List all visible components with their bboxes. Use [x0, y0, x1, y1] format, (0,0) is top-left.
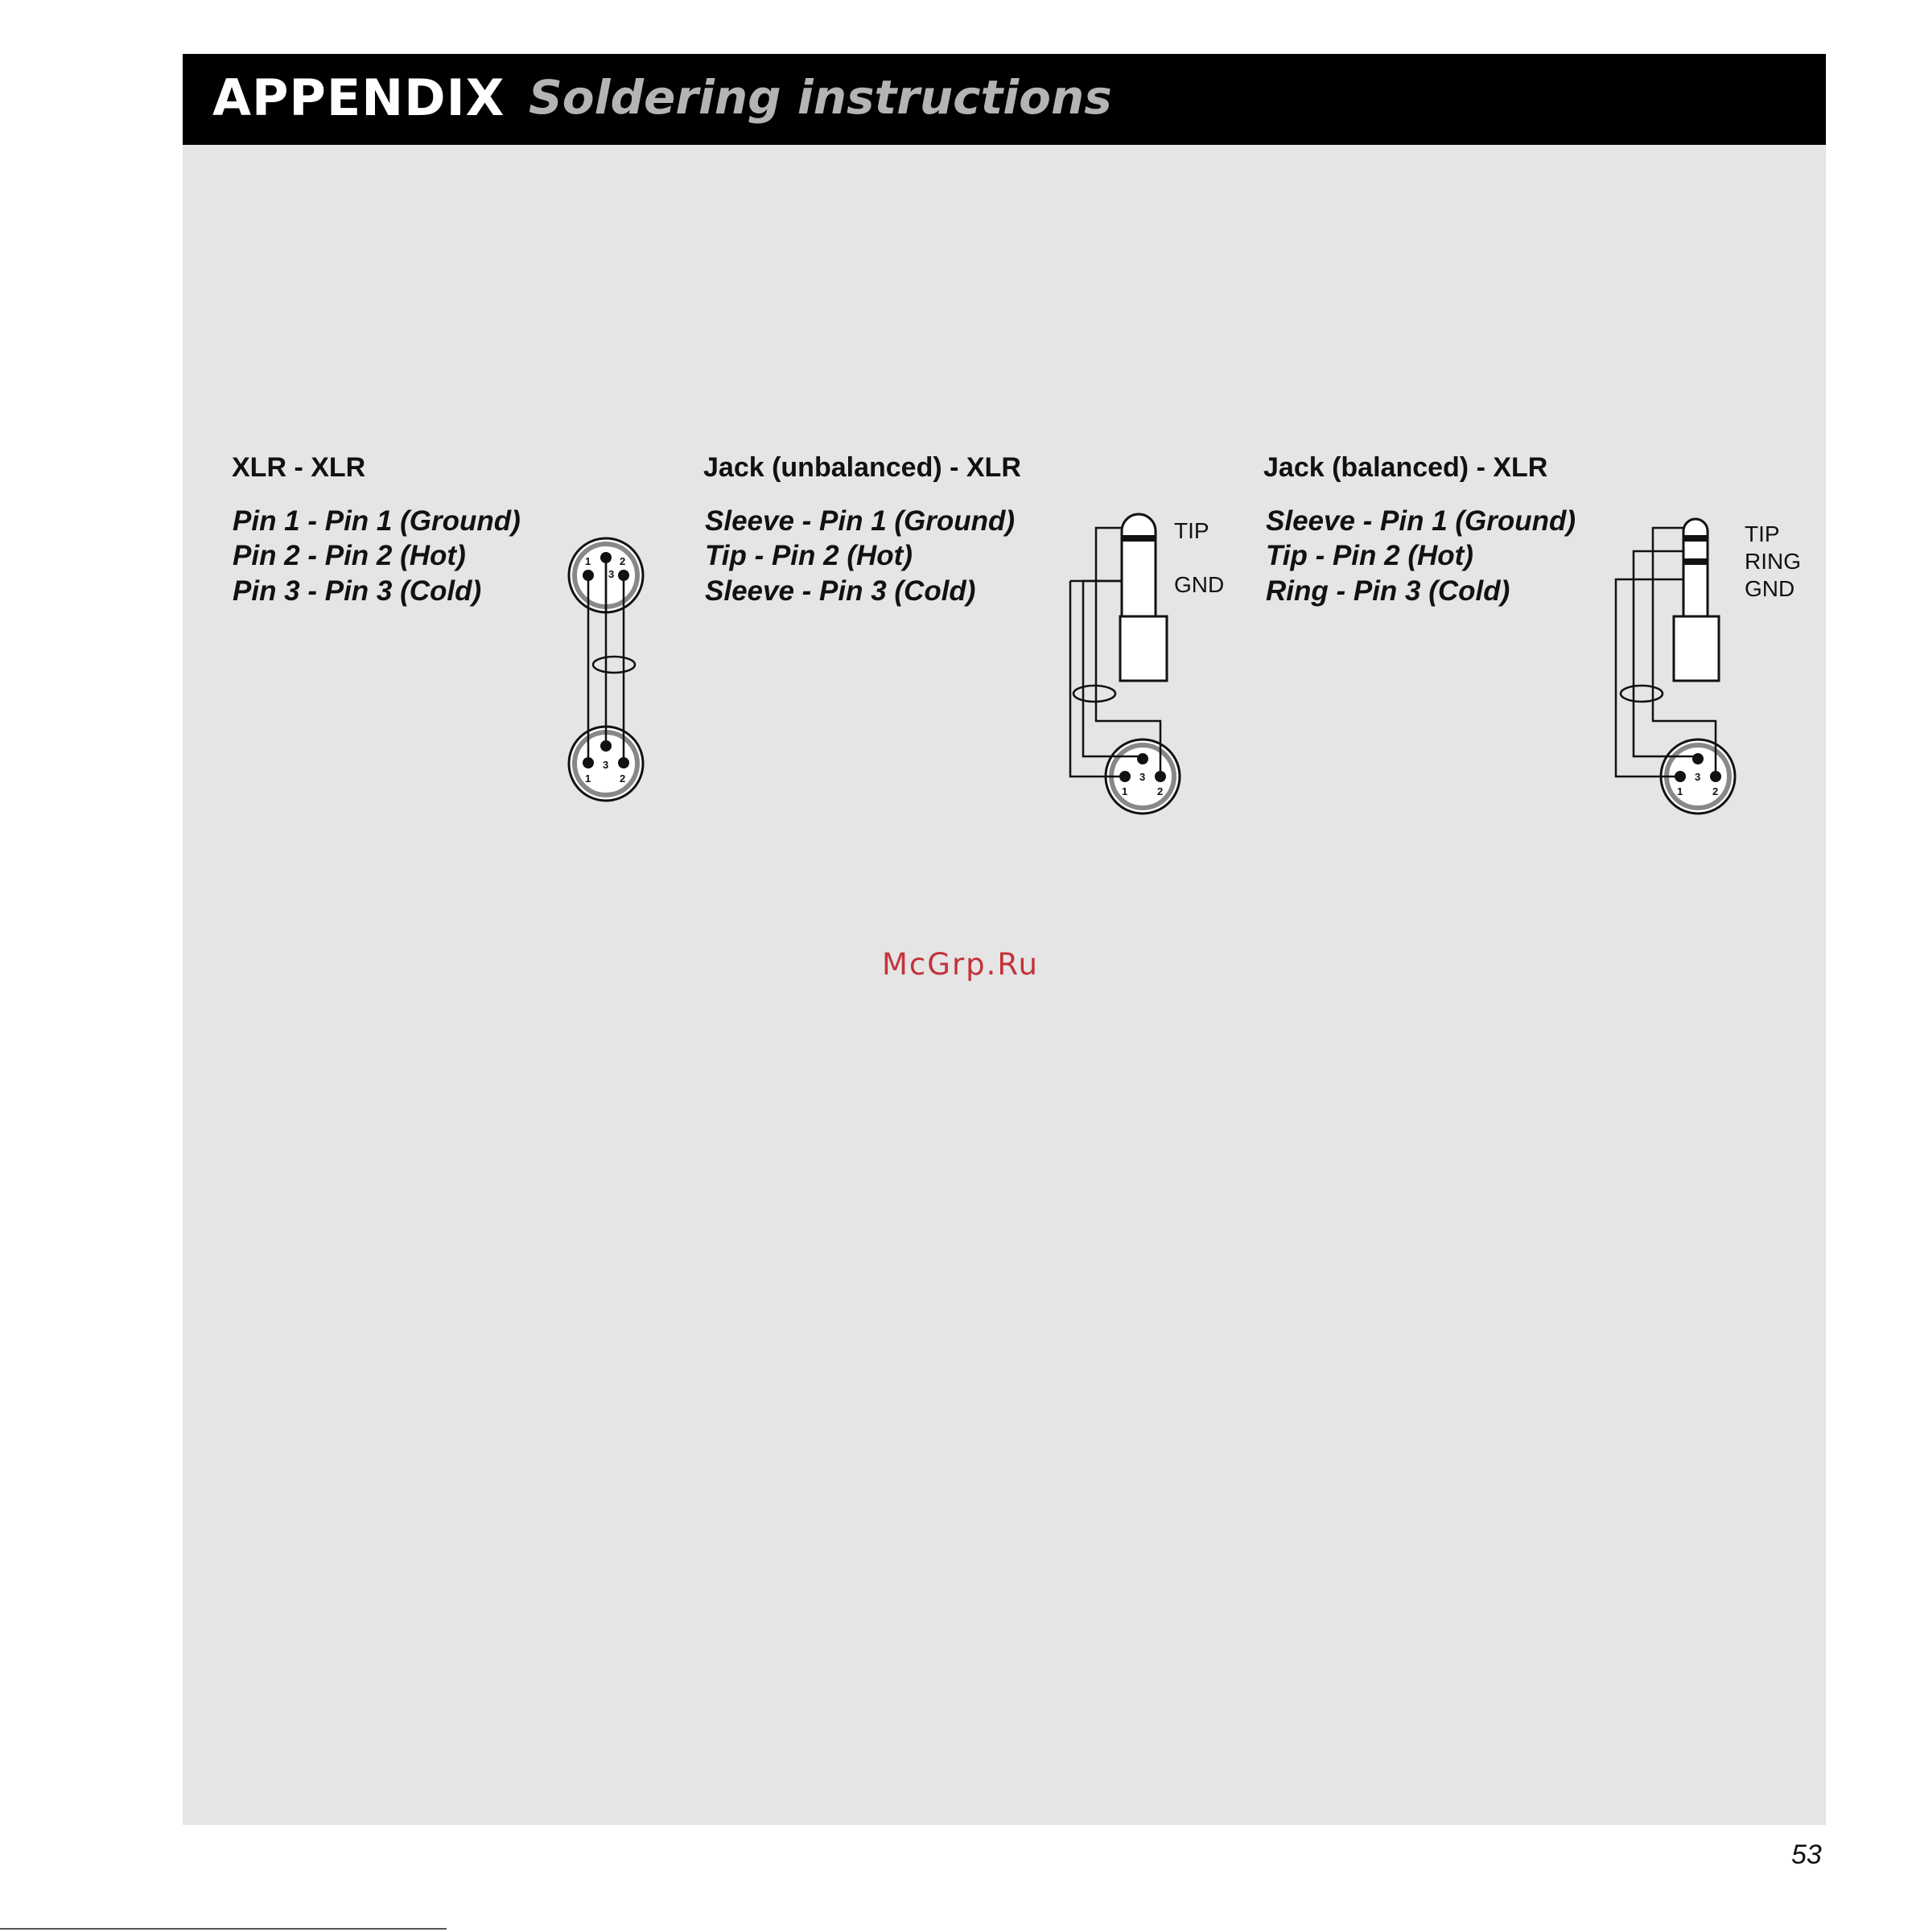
pin-mapping-line: Tip - Pin 2 (Hot) — [1266, 540, 1473, 571]
page-number: 53 — [1791, 1839, 1822, 1870]
header-title: APPENDIX — [212, 68, 505, 127]
pin-number: 1 — [1122, 785, 1128, 797]
watermark: McGrp.Ru — [882, 947, 1039, 982]
pin-number: 2 — [1157, 785, 1164, 797]
section-title-xlr-xlr: XLR - XLR — [232, 452, 366, 483]
pin-mapping-line: Sleeve - Pin 1 (Ground) — [705, 505, 1016, 537]
pin-number: 1 — [585, 772, 591, 785]
pin-mapping-line: Ring - Pin 3 (Cold) — [1266, 575, 1510, 607]
pin-number: 3 — [1695, 771, 1701, 783]
pin-number: 3 — [603, 759, 609, 771]
pin-number: 2 — [620, 772, 626, 785]
bottom-rule — [0, 1928, 447, 1930]
pin-mapping-line: Pin 3 - Pin 3 (Cold) — [233, 575, 482, 607]
pin-number: 2 — [1712, 785, 1719, 797]
cable-shield-icon — [1073, 686, 1115, 702]
pin-number: 1 — [585, 555, 591, 567]
mono-jack-plug-icon — [1120, 514, 1167, 681]
pin-mapping-line: Pin 2 - Pin 2 (Hot) — [233, 540, 466, 571]
section-title-jack-balanced: Jack (balanced) - XLR — [1263, 452, 1548, 483]
jack-unbalanced-diagram — [1070, 514, 1180, 814]
pin-number: 2 — [620, 555, 626, 567]
section-title-jack-unbalanced: Jack (unbalanced) - XLR — [703, 452, 1021, 483]
pin-mapping-line: Sleeve - Pin 1 (Ground) — [1266, 505, 1576, 537]
jack-label-gnd: GND — [1174, 572, 1225, 597]
cable-shield-icon — [593, 657, 635, 673]
pin-mapping-line: Sleeve - Pin 3 (Cold) — [705, 575, 976, 607]
jack-label-tip: TIP — [1745, 521, 1780, 546]
pin-mapping-line: Pin 1 - Pin 1 (Ground) — [233, 505, 521, 537]
jack-balanced-diagram — [1616, 519, 1735, 814]
pin-number: 3 — [608, 568, 615, 580]
cable-shield-icon — [1621, 686, 1663, 702]
pin-mapping-line: Tip - Pin 2 (Hot) — [705, 540, 913, 571]
stereo-jack-plug-icon — [1674, 519, 1719, 681]
header-subtitle: Soldering instructions — [529, 70, 1112, 125]
jack-label-gnd: GND — [1745, 576, 1795, 601]
jack-label-ring: RING — [1745, 549, 1801, 574]
pin-number: 1 — [1677, 785, 1683, 797]
jack-label-tip: TIP — [1174, 518, 1209, 543]
pin-number: 3 — [1139, 771, 1146, 783]
